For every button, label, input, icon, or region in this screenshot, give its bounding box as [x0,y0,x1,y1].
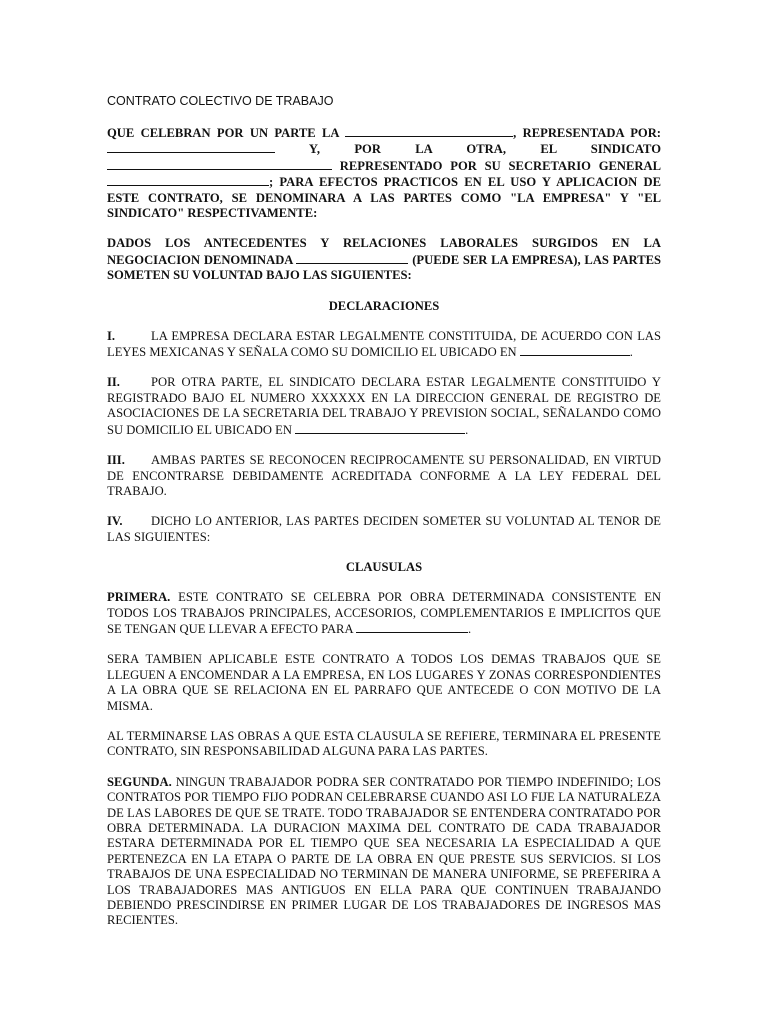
clausula-text: NINGUN TRABAJADOR PODRA SER CONTRATADO POR TIEMPO INDEFINIDO; LOS CONTRATOS POR TIEMPO FIJO PODRAN CELEBRARSE CUANDO ASI LO FIJE LA NATURALEZA DE LAS LABORES DE QUE SE TRATE. TODO TRABAJADOR SE ENTENDERA CONTRATADO POR OBRA DETERMINADA. LA DURACION MAXIMA DEL CONTRATO DE CADA TRABAJADOR ESTARA DETERMINADA POR EL TIEMPO QUE SEA NECESARIA LA ESPECIALIDAD A QUE PERTENEZCA EN LA ETAPA O PARTE DE LA OBRA EN QUE PRESTE SUS SERVICIOS. SI LOS TRABAJOS DE UNA ESPECIALIDAD NO TERMINAN DE MANERA UNIFORME, SE PREFERIRA A LOS TRABAJADORES MAS ANTIGUOS EN ELLA PARA QUE CONTINUEN TRABAJANDO DEBIENDO PRESCINDIRSE EN PRIMER LUGAR DE LOS TRABAJADORES DE INGRESOS MAS RECIENTES. [107,774,661,928]
blank-line [107,141,275,153]
declaracion-item [107,375,661,438]
antecedentes-text: DADOS LOS ANTECEDENTES Y RELACIONES LABORALES SURGIDOS EN LA NEGOCIACION DENOMINADA [107,236,661,267]
declaracion-item [107,514,661,545]
clausula-label: SEGUNDA. [107,774,172,789]
declaracion-end: . [629,345,633,360]
declaracion-text: DICHO LO ANTERIOR, LAS PARTES DECIDEN SOMETER SU VOLUNTAD AL TENOR DE LAS SIGUIENTES: [107,514,661,544]
clausula-paragraph: SERA TAMBIEN APLICABLE ESTE CONTRATO A TODOS LOS DEMAS TRABAJOS QUE SE LLEGUEN A ENCOMENDAR A LA EMPRESA, EN LOS LUGARES Y ZONAS CORRESPONDIENTES A LA OBRA QUE SE RELACIONA EN EL PARRAFO QUE ANTECEDE O CON MOTIVO DE LA MISMA. [107,652,661,713]
declaracion-number: IV. [107,514,123,529]
intro-paragraph [107,125,661,221]
clausula-segunda [107,775,661,929]
clausula-primera [107,590,661,637]
declaracion-number: III. [107,453,125,468]
intro-text: Y, POR LA OTRA, EL SINDICATO [275,142,661,157]
antecedentes-paragraph [107,236,661,283]
blank-line [295,422,465,434]
declaracion-text: POR OTRA PARTE, EL SINDICATO DECLARA ESTAR LEGALMENTE CONSTITUIDO Y REGISTRADO BAJO EL NUMERO XXXXXX EN LA DIRECCION GENERAL DE REGISTRO DE ASOCIACIONES DE LA SECRETARIA DEL TRABAJO Y PREVISION SOCIAL, SEÑALANDO COMO SU DOMICILIO EL UBICADO EN [107,375,661,437]
antecedentes-text: (PUEDE SER LA EMPRESA), LAS PARTES SOMETEN SU VOLUNTAD BAJO LAS SIGUIENTES: [107,252,661,283]
declaracion-end: . [465,422,469,437]
blank-line [296,252,408,264]
clausula-label: PRIMERA. [107,590,171,605]
declaracion-item [107,453,661,499]
clausula-end: . [468,621,472,636]
blank-line [356,621,468,633]
intro-text: ; PARA EFECTOS PRACTICOS EN EL USO Y APLICACION DE ESTE CONTRATO, SE DENOMINARA A LAS PARTES COMO "LA EMPRESA" Y "EL SINDICATO" RESPECTIVAMENTE: [107,175,661,221]
declaracion-text: AMBAS PARTES SE RECONOCEN RECIPROCAMENTE SU PERSONALIDAD, EN VIRTUD DE ENCONTRARSE DEBIDAMENTE ACREDITADA CONFORME A LA LEY FEDERAL DEL TRABAJO. [107,453,661,498]
document-title: CONTRATO COLECTIVO DE TRABAJO [107,94,334,108]
declaraciones-heading: DECLARACIONES [328,298,440,313]
declaracion-item [107,329,661,361]
blank-line [345,125,513,137]
blank-line [520,344,630,356]
blank-line [107,158,332,170]
clausula-paragraph: AL TERMINARSE LAS OBRAS A QUE ESTA CLAUSULA SE REFIERE, TERMINARA EL PRESENTE CONTRATO, SIN RESPONSABILIDAD ALGUNA PARA LAS PARTES. [107,728,661,759]
declaracion-number: II. [107,375,120,390]
declaracion-text: LA EMPRESA DECLARA ESTAR LEGALMENTE CONSTITUIDA, DE ACUERDO CON LAS LEYES MEXICANAS Y SEÑALA COMO SU DOMICILIO EL UBICADO EN [107,328,661,360]
clausulas-heading: CLAUSULAS [345,560,423,575]
declaracion-number: I. [107,328,116,343]
intro-text: QUE CELEBRAN POR UN PARTE LA [107,126,346,140]
clausula-text: ESTE CONTRATO SE CELEBRA POR OBRA DETERMINADA CONSISTENTE EN TODOS LOS TRABAJOS PRINCIPALES, ACCESORIOS, COMPLEMENTARIOS E IMPLICITOS QUE SE TENGAN QUE LLEVAR A EFECTO PARA [107,590,661,636]
blank-line [107,174,269,186]
intro-text: , REPRESENTADA POR: [513,126,661,140]
intro-text: REPRESENTADO POR SU SECRETARIO GENERAL [332,158,661,173]
